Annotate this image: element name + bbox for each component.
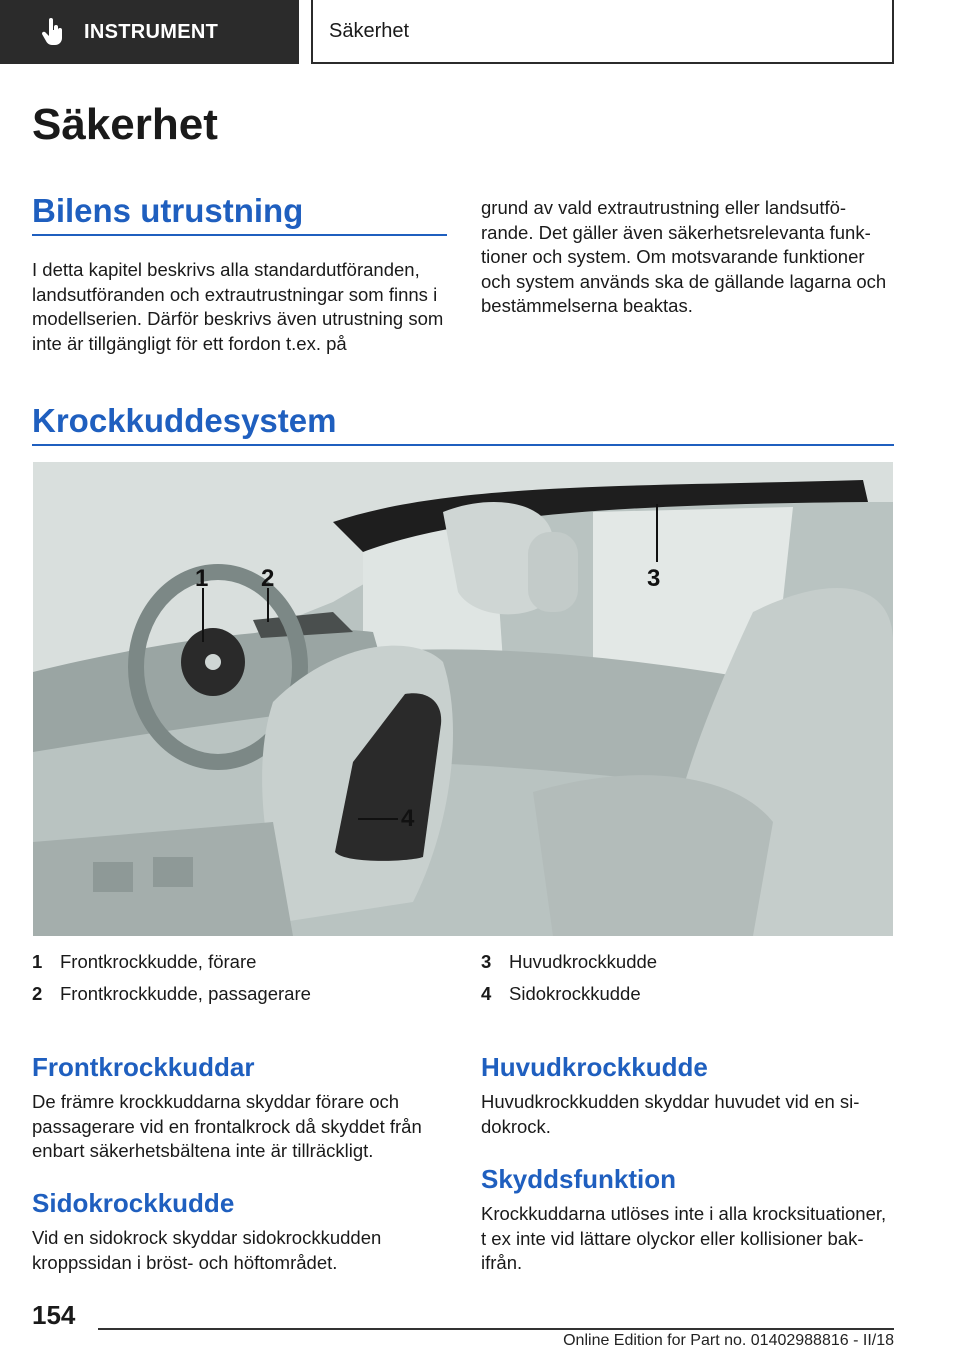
airbag-illustration [33,462,893,936]
protection-text: Krockkuddarna utlöses inte i alla krocksituationer, t ex inte vid lättare olyckor eller kollisioner bak-ifrån. [481,1203,887,1273]
front-airbag-text: De främre krockkuddarna skyddar förare och passagerare vid en frontalkrock då skyddet från enbart säkerhetsbältena inte är tillräckligt. [32,1091,422,1161]
legend-text: Frontkrockkudde, passagerare [60,983,311,1004]
bilens-paragraph-left: I detta kapitel beskrivs alla standardutföranden, landsutföranden och extrautrustningar som finns i modellserien. Därför beskrivs även utrustning som inte är tillgängligt för ett fordon t.ex. på [32,259,444,354]
page-title: Säkerhet [32,100,218,149]
legend-item [32,951,256,973]
page-number: 154 [32,1300,76,1330]
chapter-tab-label: Säkerhet [329,19,410,42]
section-tab[interactable] [0,0,299,64]
protection-heading: Skyddsfunktion [481,1164,677,1194]
bilens-heading-rule [32,234,447,236]
footer-rule [98,1328,894,1330]
section-tab-label: INSTRUMENT [84,20,219,43]
legend-text: Sidokrockkudde [509,983,641,1004]
footer-edition: Online Edition for Part no. 01402988816 - II/18 [563,1332,894,1349]
legend-item [481,951,657,973]
callout-3: 3 [647,565,661,592]
legend-item [481,983,641,1005]
legend-number: 4 [481,983,492,1004]
head-airbag-heading: Huvudkrockkudde [481,1052,708,1082]
front-airbag-heading: Frontkrockkuddar [32,1052,255,1082]
krock-heading: Krockkuddesystem [32,402,337,439]
legend-text: Frontkrockkudde, förare [60,951,257,972]
side-airbag-text: Vid en sidokrock skyddar sidokrockkudden kroppssidan i bröst- och höftområdet. [32,1227,382,1273]
callout-1: 1 [195,565,209,592]
bilens-paragraph-right: grund av vald extrautrustning eller landsutfö-rande. Det gäller även säkerhetsrelevanta funk-tioner och system. Om motsvarande funktioner och system används ska de gällande lagarna och bestämmelserna beaktas. [481,197,887,316]
legend-number: 3 [481,951,492,972]
hand-pointer-icon [40,18,66,46]
head-airbag-text: Huvudkrockkudden skyddar huvudet vid en si-dokrock. [481,1091,860,1137]
krock-heading-rule [32,444,894,446]
bilens-heading: Bilens utrustning [32,192,304,229]
callout-4: 4 [401,805,415,832]
side-airbag-heading: Sidokrockkudde [32,1188,235,1218]
callout-2: 2 [261,565,275,592]
legend-number: 2 [32,983,43,1004]
legend-text: Huvudkrockkudde [509,951,658,972]
chapter-tab[interactable] [311,0,894,64]
legend-number: 1 [32,951,43,972]
legend-item [32,983,311,1005]
